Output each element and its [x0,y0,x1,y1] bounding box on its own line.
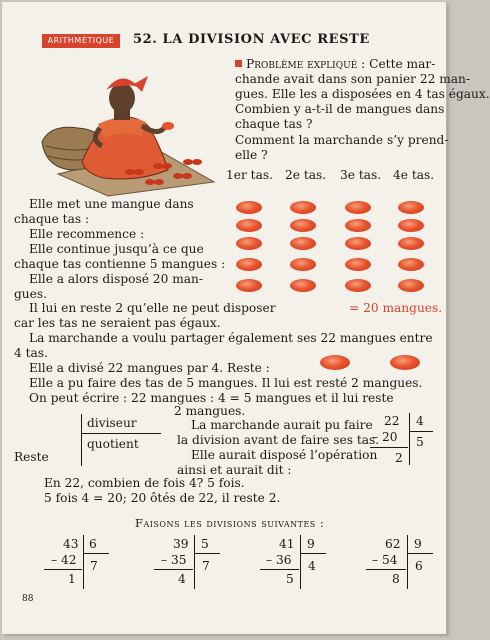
textbook-page [2,2,490,634]
mango-icon [398,201,424,214]
exercise-2-divisor-rule [194,553,220,554]
mango-icon [345,237,371,250]
exercise-3-remainder: 5 [286,572,294,586]
mango-icon [236,279,262,292]
mango-icon [398,258,424,271]
mango-icon [236,258,262,271]
remaining-mango [320,355,350,370]
page-number: 88 [22,594,34,604]
example-divisor: 4 [416,414,424,428]
mango-icon [290,258,316,271]
column-heading: 3e tas. [340,168,382,182]
exercise-3-product: – 36 [266,553,292,567]
exercise-2-quotient: 7 [202,559,210,573]
total-mangoes: = 20 mangues. [349,301,443,315]
exercise-1-product: – 42 [51,553,77,567]
exercise-1-quotient: 7 [90,559,98,573]
subject-tag: ARITHMÉTIQUE [42,34,120,48]
step-text: chaque tas contienne 5 mangues : [14,257,226,271]
problem-line-7: elle ? [235,148,268,162]
exercise-3-subtraction-rule [260,569,299,570]
exercise-4-divisor: 9 [414,537,422,551]
column-heading: 1er tas. [226,168,273,182]
exercise-3-vertical-rule [300,535,301,589]
problem-line-1 [235,57,435,72]
column-heading: 2e tas. [285,168,327,182]
explain-text: la division avant de faire ses tas. [177,433,380,447]
exercise-4-product: – 54 [372,553,398,567]
body-text: Il lui en reste 2 qu’elle ne peut disposer [29,301,276,315]
body-text: Elle a pu faire des tas de 5 mangues. Il lui est resté 2 mangues. [29,376,423,390]
problem-line-2: chande avait dans son panier 22 man- [235,72,471,86]
mango-icon [236,219,262,232]
exercise-3-divisor: 9 [307,537,315,551]
mango-icon [345,258,371,271]
problem-line-6: Comment la marchande s’y prend- [235,133,449,147]
exercise-4-vertical-rule [407,535,408,589]
exercise-1-divisor: 6 [89,537,97,551]
example-divisor-rule [409,431,433,432]
step-text: gues. [14,287,47,301]
problem-label: Problème expliqué : [246,57,366,71]
mango-icon [345,279,371,292]
example-vertical-rule [409,413,410,465]
exercise-1-dividend: 43 [63,537,79,551]
mango-icon [345,219,371,232]
mango-icon [290,201,316,214]
mango-icon [398,237,424,250]
body-text: Elle a divisé 22 mangues par 4. Reste : [29,361,270,375]
problem-line-3: gues. Elle les a disposées en 4 tas égaux. [235,87,490,101]
example-remainder: 2 [395,451,403,465]
exercise-2-remainder: 4 [178,572,186,586]
mango-icon [345,201,371,214]
problem-line-5: chaque tas ? [235,117,313,131]
exercise-1-remainder: 1 [68,572,76,586]
body-text: On peut écrire : 22 mangues : 4 = 5 mangues et il lui reste [29,391,394,405]
scheme-divisor: diviseur [87,416,137,430]
mango-icon [290,279,316,292]
exercise-4-remainder: 8 [392,572,400,586]
problem-line-4: Combien y a-t-il de mangues dans [235,102,445,116]
exercise-2-subtraction-rule [154,569,193,570]
scheme-quotient: quotient [87,437,139,451]
after-text: 5 fois 4 = 20; 20 ôtés de 22, il reste 2. [44,491,281,505]
body-text: 2 mangues. [174,404,246,418]
scheme-remainder: Reste [14,450,49,464]
step-text: Elle recommence : [29,227,145,241]
exercises-title: Faisons les divisions suivantes : [135,516,325,530]
exercise-2-dividend: 39 [173,537,189,551]
body-text: 4 tas. [14,346,48,360]
exercise-1-divisor-rule [83,553,109,554]
explain-text: ainsi et aurait dit : [177,463,292,477]
example-product: – 20 [372,430,398,444]
after-text: En 22, combien de fois 4? 5 fois. [44,476,245,490]
step-text: Elle a alors disposé 20 man- [29,272,203,286]
example-subtraction-rule [370,447,408,448]
exercise-2-vertical-rule [194,535,195,589]
exercise-2-product: – 35 [161,553,187,567]
mango-icon [290,237,316,250]
body-text: La marchande a voulu partager également ses 22 mangues entre [29,331,433,345]
explain-text: Elle aurait disposé l’opération [191,448,378,462]
step-text: chaque tas : [14,212,90,226]
problem-text: Cette mar- [369,57,436,71]
exercise-1-vertical-rule [83,535,84,589]
exercise-3-divisor-rule [300,553,326,554]
mango-vendor-illustration [38,54,218,196]
explain-text: La marchande aurait pu faire [191,418,373,432]
exercise-3-dividend: 41 [279,537,295,551]
body-text: car les tas ne seraient pas égaux. [14,316,221,330]
exercise-4-dividend: 62 [385,537,401,551]
step-text: Elle continue jusqu’à ce que [29,242,204,256]
mango-icon [236,237,262,250]
scheme-horizontal-rule [81,433,161,434]
step-text: Elle met une mangue dans [29,197,194,211]
exercise-4-subtraction-rule [366,569,406,570]
exercise-2-divisor: 5 [201,537,209,551]
mango-icon [398,219,424,232]
mango-icon [236,201,262,214]
example-dividend: 22 [384,414,400,428]
exercise-3-quotient: 4 [308,559,316,573]
exercise-4-divisor-rule [407,553,433,554]
exercise-4-quotient: 6 [415,559,423,573]
mango-icon [290,219,316,232]
column-heading: 4e tas. [393,168,435,182]
bullet-square-icon [235,60,242,67]
example-quotient: 5 [416,435,424,449]
exercise-1-subtraction-rule [44,569,82,570]
mango-icon [398,279,424,292]
remaining-mango [390,355,420,370]
lesson-title: 52. LA DIVISION AVEC RESTE [133,32,370,47]
scheme-vertical-rule [81,414,82,466]
